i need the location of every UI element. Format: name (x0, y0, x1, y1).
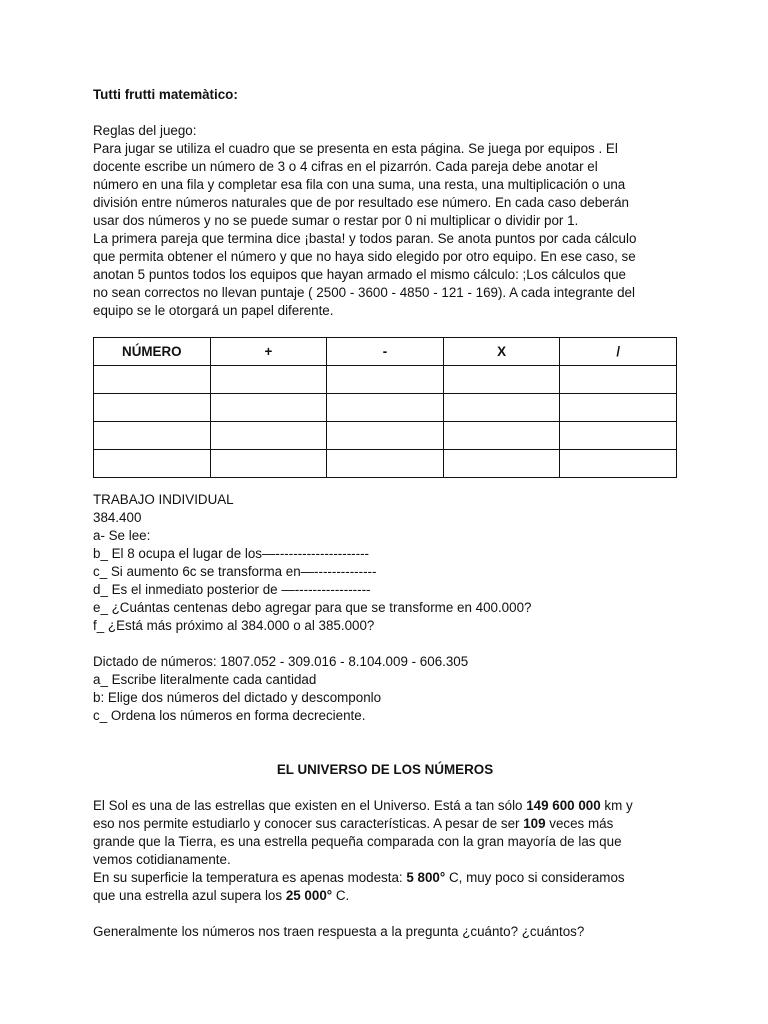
universe-heading: EL UNIVERSO DE LOS NÚMEROS (276, 762, 494, 777)
table-cell[interactable] (327, 450, 444, 478)
table-cell[interactable] (560, 394, 677, 422)
table-cell[interactable] (443, 450, 560, 478)
universe-paragraph-line: que una estrella azul supera los 25 000° C. (93, 888, 350, 903)
individual-number: 384.400 (93, 510, 142, 525)
individual-item: b_ El 8 ocupa el lugar de los—--------------------- (93, 546, 370, 561)
universe-paragraph-line: eso nos permite estudiarlo y conocer sus características. A pesar de ser 109 veces más (93, 816, 614, 831)
individual-item: e_ ¿Cuántas centenas debo agregar para que se transforme en 400.000? (93, 600, 532, 615)
table-cell[interactable] (94, 422, 211, 450)
rules-line: anotan 5 puntos todos los equipos que hayan armado el mismo cálculo: ;Los cálculos que (93, 267, 626, 282)
rules-line: Para jugar se utiliza el cuadro que se presenta en esta página. Se juega por equipos . El (93, 141, 618, 156)
table-cell[interactable] (443, 394, 560, 422)
universe-paragraph-line: Generalmente los números nos traen respuesta a la pregunta ¿cuánto? ¿cuántos? (93, 924, 585, 939)
rules-line: no sean correctos no llevan puntaje ( 2500 - 3600 - 4850 - 121 - 169). A cada integrante del (93, 285, 635, 300)
rules-line: usar dos números y no se puede sumar o restar por 0 ni multiplicar o dividir por 1. (93, 213, 579, 228)
table-cell[interactable] (210, 366, 327, 394)
column-header-minus: - (327, 338, 444, 366)
table-cell[interactable] (327, 394, 444, 422)
table-cell[interactable] (210, 422, 327, 450)
universe-paragraph-line: grande que la Tierra, es una estrella pequeña comparada con la gran mayoría de las que (93, 834, 622, 849)
table-row (94, 394, 677, 422)
column-header-times: X (443, 338, 560, 366)
table-cell[interactable] (327, 422, 444, 450)
surface-temperature-value: 5 800° (406, 870, 446, 885)
column-header-divide: / (560, 338, 677, 366)
column-header-plus: + (210, 338, 327, 366)
rules-line: que permita obtener el número y que no haya sido elegido por otro equipo. En ese caso, se (93, 249, 636, 264)
dictation-heading: Dictado de números: 1807.052 - 309.016 - 8.104.009 - 606.305 (93, 654, 469, 669)
table-cell[interactable] (94, 450, 211, 478)
table-cell[interactable] (327, 366, 444, 394)
table-cell[interactable] (210, 394, 327, 422)
dictation-item: a_ Escribe literalmente cada cantidad (93, 672, 317, 687)
rules-line: división entre números naturales que de por resultado ese número. En cada caso deberán (93, 195, 629, 210)
document-content (93, 86, 677, 941)
universe-paragraph-line: En su superficie la temperatura es apenas modesta: 5 800° C, muy poco si consideramos (93, 870, 625, 885)
rules-heading: Reglas del juego: (93, 123, 197, 138)
rules-line: número en una fila y completar esa fila con una suma, una resta, una multiplicación o una (93, 177, 626, 192)
individual-item: d_ Es el inmediato posterior de —----------------- (93, 582, 371, 597)
table-cell[interactable] (560, 422, 677, 450)
table-header-row (94, 338, 677, 366)
table-cell[interactable] (443, 366, 560, 394)
sun-size-value: 109 (523, 816, 546, 831)
table-cell[interactable] (94, 394, 211, 422)
dictation-item: c_ Ordena los números en forma decreciente. (93, 708, 366, 723)
rules-line: equipo se le otorgará un papel diferente. (93, 303, 334, 318)
universe-paragraph-line: El Sol es una de las estrellas que existen en el Universo. Está a tan sólo 149 600 000 km y (93, 798, 633, 813)
individual-item: a- Se lee: (93, 528, 151, 543)
table-cell[interactable] (560, 450, 677, 478)
rules-line: docente escribe un número de 3 o 4 cifras en el pizarrón. Cada pareja debe anotar el (93, 159, 598, 174)
universe-paragraph-line: vemos cotidianamente. (93, 852, 231, 867)
individual-item: c_ Si aumento 6c se transforma en—-------------- (93, 564, 377, 579)
table-cell[interactable] (560, 366, 677, 394)
table-row (94, 366, 677, 394)
table-cell[interactable] (94, 366, 211, 394)
table-cell[interactable] (210, 450, 327, 478)
table-cell[interactable] (443, 422, 560, 450)
table-row (94, 422, 677, 450)
individual-item: f_ ¿Está más próximo al 384.000 o al 385.000? (93, 618, 375, 633)
page-title: Tutti frutti matemàtico: (93, 87, 238, 102)
column-header-numero: NÚMERO (94, 338, 211, 366)
dictation-item: b: Elige dos números del dictado y descomponlo (93, 690, 382, 705)
individual-heading: TRABAJO INDIVIDUAL (93, 492, 234, 507)
tutti-frutti-table (93, 337, 677, 478)
rules-line: La primera pareja que termina dice ¡basta! y todos paran. Se anota puntos por cada cálculo (93, 231, 637, 246)
sun-distance-value: 149 600 000 (526, 798, 601, 813)
blue-star-temperature-value: 25 000° (285, 888, 333, 903)
table-row (94, 450, 677, 478)
